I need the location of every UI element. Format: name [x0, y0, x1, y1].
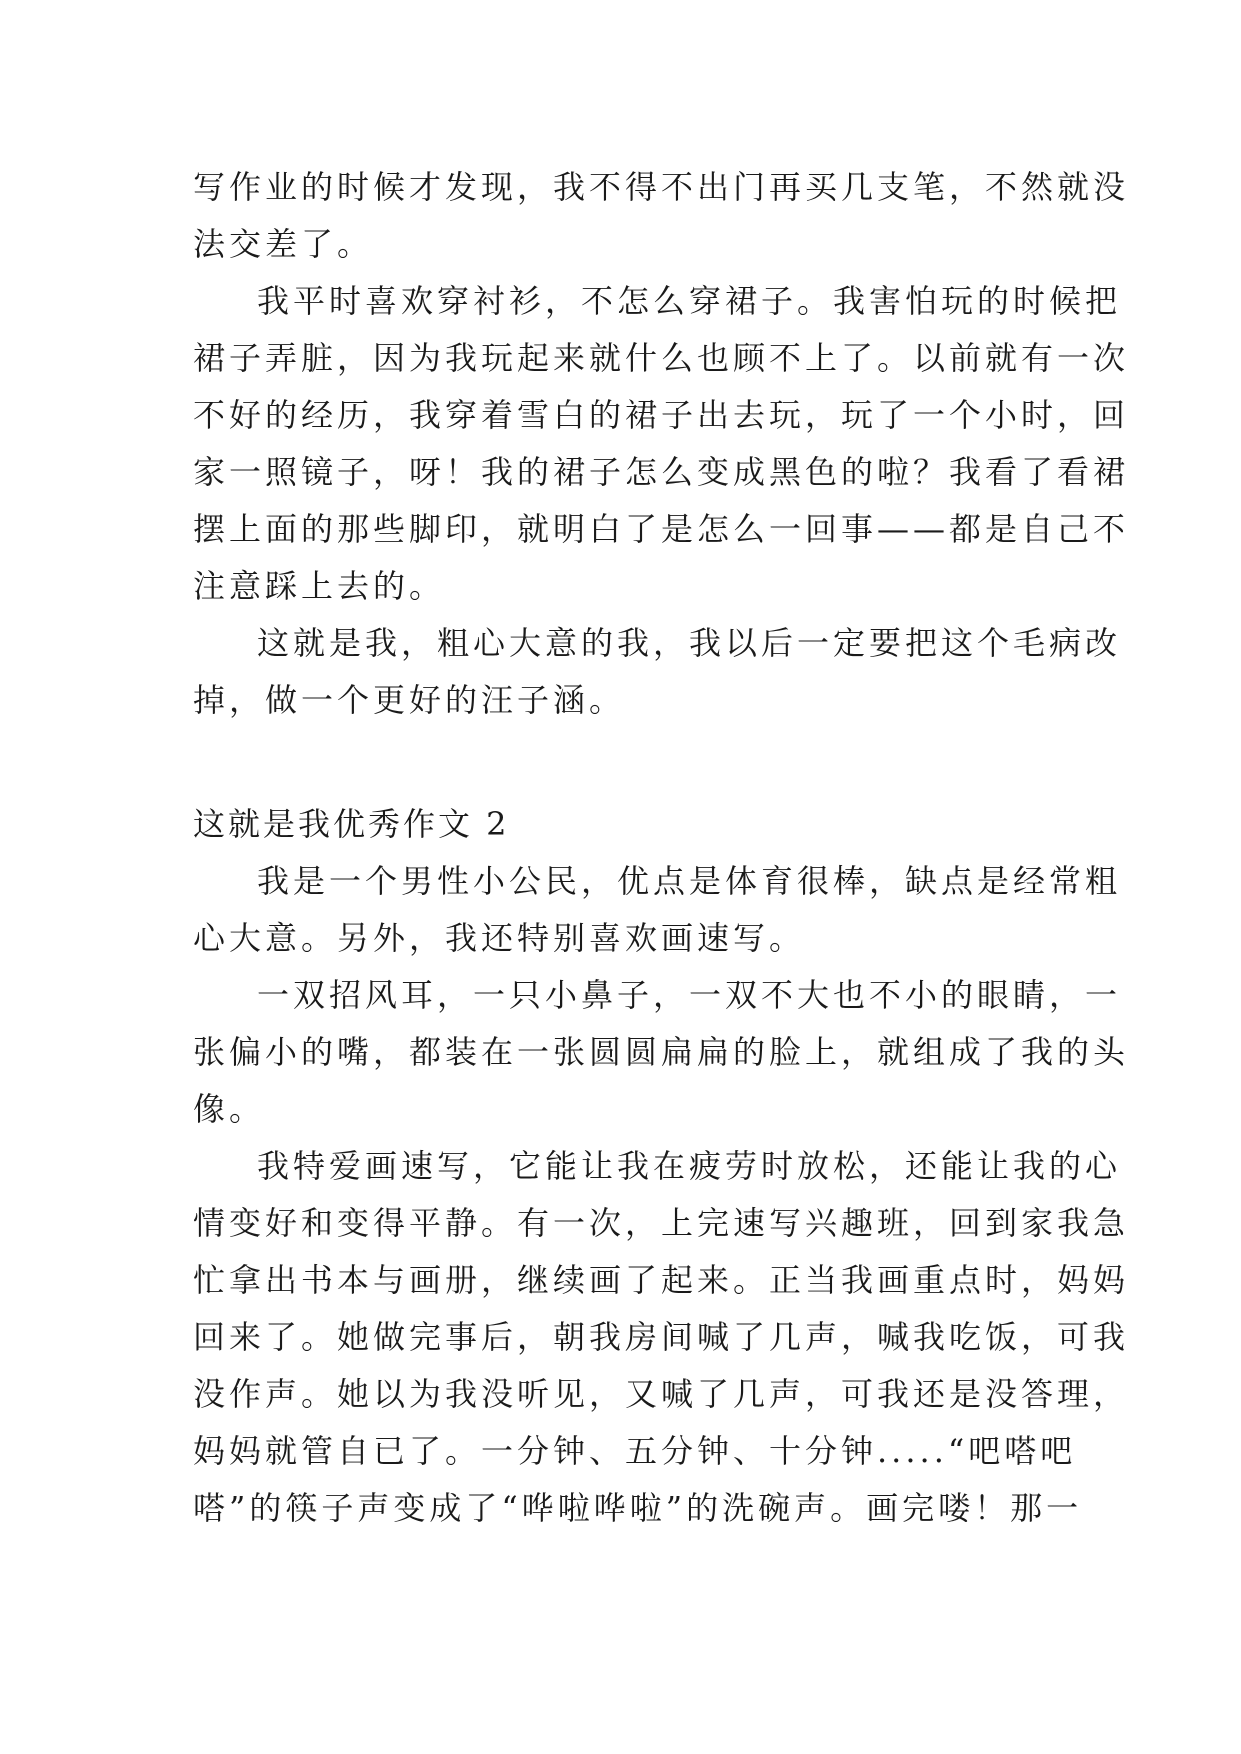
paragraph-line: 我特爱画速写，它能让我在疲劳时放松，还能让我的心	[257, 1147, 1122, 1185]
paragraph-line: 回来了。她做完事后，朝我房间喊了几声，喊我吃饭，可我	[193, 1318, 1130, 1356]
paragraph-line: 一双招风耳，一只小鼻子，一双不大也不小的眼睛，一	[257, 976, 1122, 1014]
paragraph-line: 心大意。另外，我还特别喜欢画速写。	[193, 919, 806, 957]
paragraph-line: 妈妈就管自已了。一分钟、五分钟、十分钟.....“吧嗒吧	[193, 1432, 1077, 1470]
paragraph-line: 注意踩上去的。	[193, 567, 446, 605]
paragraph-line: 写作业的时候才发现，我不得不出门再买几支笔，不然就没	[193, 168, 1130, 206]
paragraph-line: 忙拿出书本与画册，继续画了起来。正当我画重点时，妈妈	[193, 1261, 1130, 1299]
paragraph-line: 摆上面的那些脚印，就明白了是怎么一回事——都是自己不	[193, 510, 1130, 548]
paragraph-line: 没作声。她以为我没听见，又喊了几声，可我还是没答理，	[193, 1375, 1130, 1413]
paragraph-line: 张偏小的嘴，都装在一张圆圆扁扁的脸上，就组成了我的头	[193, 1033, 1130, 1071]
paragraph-line: 这就是我，粗心大意的我，我以后一定要把这个毛病改	[257, 624, 1122, 662]
paragraph-line: 像。	[193, 1090, 266, 1128]
paragraph-line: 裙子弄脏，因为我玩起来就什么也顾不上了。以前就有一次	[193, 339, 1130, 377]
paragraph-line: 家一照镜子，呀！我的裙子怎么变成黑色的啦？我看了看裙	[193, 453, 1130, 491]
paragraph-line: 我平时喜欢穿衬衫，不怎么穿裙子。我害怕玩的时候把	[257, 282, 1122, 320]
paragraph-line: 情变好和变得平静。有一次，上完速写兴趣班，回到家我急	[193, 1204, 1130, 1242]
paragraph-line: 嗒”的筷子声变成了“哗啦哗啦”的洗碗声。画完喽！那一	[193, 1489, 1083, 1527]
paragraph-line: 我是一个男性小公民，优点是体育很棒，缺点是经常粗	[257, 862, 1122, 900]
section-heading: 这就是我优秀作文 2	[193, 805, 510, 843]
paragraph-line: 不好的经历，我穿着雪白的裙子出去玩，玩了一个小时，回	[193, 396, 1130, 434]
paragraph-line: 法交差了。	[193, 225, 374, 263]
paragraph-line: 掉，做一个更好的汪子涵。	[193, 681, 626, 719]
